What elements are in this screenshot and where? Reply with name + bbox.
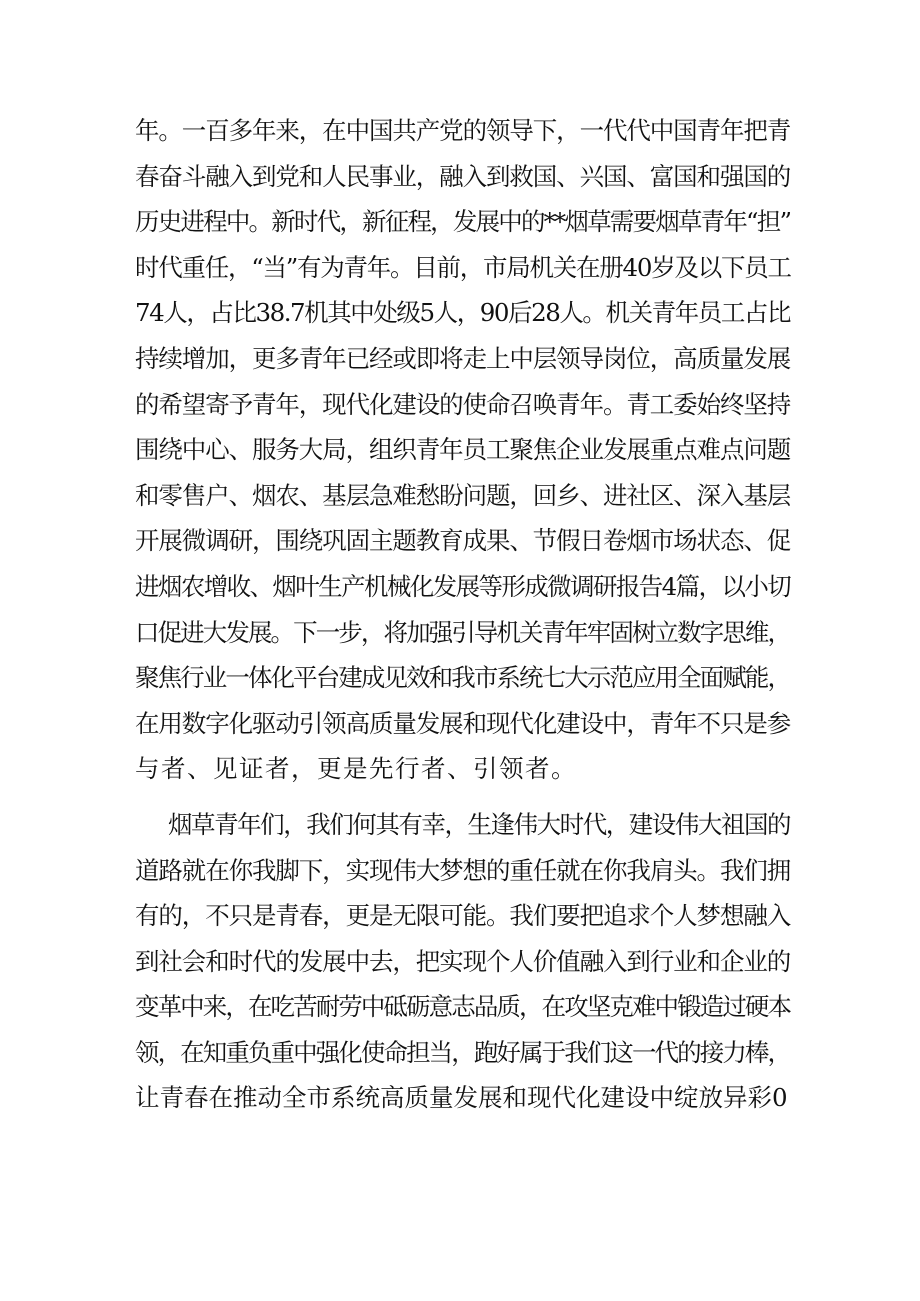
paragraph-line: 持续增加，更多青年已经或即将走上中层领导岗位，高质量发展 [135, 343, 790, 373]
document-body [135, 108, 790, 1121]
paragraph-line: 到社会和时代的发展中去，把实现个人价值融入到行业和企业的 [135, 946, 790, 976]
paragraph-line: 和零售户、烟农、基层急难愁盼问题，回乡、进社区、深入基层 [135, 480, 790, 510]
paragraph-line: 道路就在你我脚下，实现伟大梦想的重任就在你我肩头。我们拥 [135, 855, 790, 885]
paragraph-line: 开展微调研，围绕巩固主题教育成果、节假日卷烟市场状态、促 [135, 526, 790, 556]
paragraph-line: 让青春在推动全市系统高质量发展和现代化建设中绽放异彩0 [135, 1083, 788, 1113]
paragraph-line: 烟草青年们，我们何其有幸，生逢伟大时代，建设伟大祖国的 [168, 809, 790, 839]
paragraph-line: 在用数字化驱动引领高质量发展和现代化建设中，青年不只是参 [135, 708, 790, 738]
paragraph-spacer [135, 792, 790, 802]
paragraph-2 [135, 802, 790, 1121]
paragraph-line: 有的，不只是青春，更是无限可能。我们要把追求个人梦想融入 [135, 901, 790, 931]
paragraph-line: 历史进程中。新时代，新征程，发展中的**烟草需要烟草青年“担” [135, 207, 790, 237]
paragraph-line: 领，在知重负重中强化使命担当，跑好属于我们这一代的接力棒， [135, 1037, 790, 1067]
paragraph-line: 进烟农增收、烟叶生产机械化发展等形成微调研报告4篇，以小切 [135, 571, 790, 601]
paragraph-line: 围绕中心、服务大局，组织青年员工聚焦企业发展重点难点问题 [135, 435, 790, 465]
paragraph-line: 与者、见证者，更是先行者、引领者。 [135, 754, 577, 784]
paragraph-line: 时代重任，“当”有为青年。目前，市局机关在册40岁及以下员工 [135, 252, 791, 282]
paragraph-line: 口促进大发展。下一步，将加强引导机关青年牢固树立数字思维， [135, 617, 790, 647]
paragraph-line: 年。一百多年来，在中国共产党的领导下，一代代中国青年把青 [135, 116, 790, 145]
paragraph-line: 的希望寄予青年，现代化建设的使命召唤青年。青工委始终坚持 [135, 389, 790, 419]
paragraph-line: 变革中来，在吃苦耐劳中砥砺意志品质，在攻坚克难中锻造过硬本 [135, 992, 790, 1022]
paragraph-line: 聚焦行业一体化平台建成见效和我市系统七大示范应用全面赋能， [135, 663, 790, 693]
paragraph-1 [135, 108, 790, 792]
paragraph-line: 春奋斗融入到党和人民事业，融入到救国、兴国、富国和强国的 [135, 161, 790, 191]
paragraph-line: 74人，占比38.7机其中处级5人，90后28人。机关青年员工占比 [135, 298, 790, 328]
